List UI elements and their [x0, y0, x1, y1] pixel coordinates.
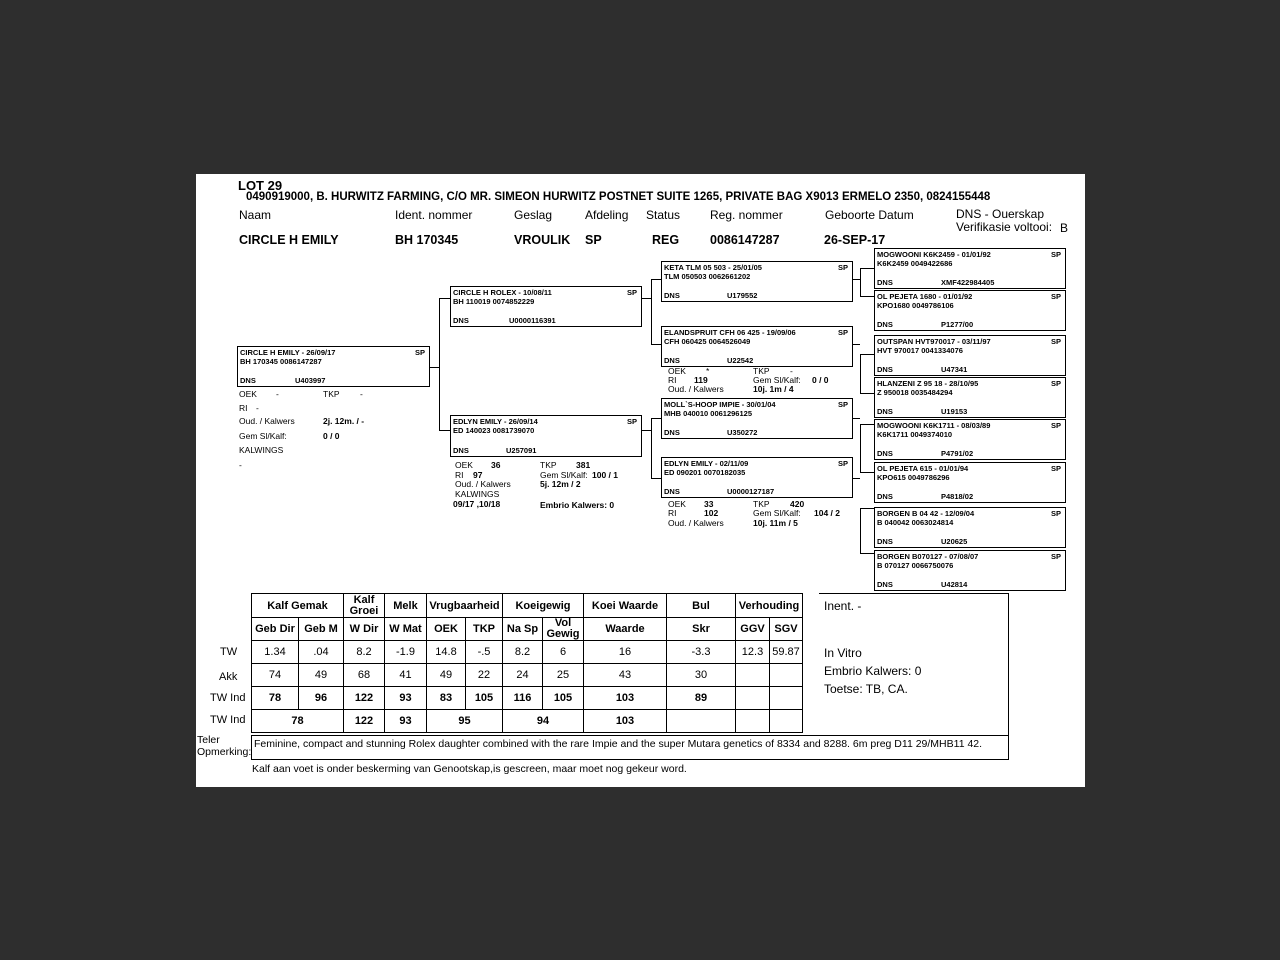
group-melk: Melk [385, 594, 427, 618]
twind-cell [770, 687, 803, 710]
akk-cell [770, 664, 803, 687]
pedigree-self [237, 346, 430, 387]
dam-embrio: Embrio Kalwers: 0 [540, 500, 615, 510]
connector [439, 298, 440, 430]
pedigree-gg-2 [874, 290, 1066, 331]
g1-sp: SP [1050, 250, 1061, 259]
g4-dns: DNS [877, 407, 893, 416]
sd-ri-label: RI [668, 375, 677, 385]
dam-tkp-label: TKP [540, 460, 557, 470]
tw-cell: .04 [299, 641, 344, 664]
twind-cell: 122 [344, 687, 385, 710]
self-kalwings-value: - [239, 460, 242, 470]
pedigree-gg-8 [874, 550, 1066, 591]
connector [651, 279, 652, 344]
self-tkp-label: TKP [323, 389, 340, 399]
dam-ri-label: RI [455, 470, 464, 480]
dam-oud-value: 5j. 12m / 2 [540, 479, 581, 489]
sd-sp: SP [837, 328, 848, 337]
g6-dns: DNS [877, 492, 893, 501]
header-geslag: Geslag [514, 208, 553, 222]
sd-id: CFH 060425 0064526049 [664, 337, 751, 346]
connector [860, 553, 874, 554]
g6-title: OL PEJETA 615 - 01/01/94 [877, 464, 969, 473]
dd-ri-label: RI [668, 508, 677, 518]
g7-id: B 040042 0063024814 [877, 518, 954, 527]
dd-gem-label: Gem Sl/Kalf: [753, 508, 801, 518]
animal-status: REG [652, 233, 680, 247]
twind2-cell-empty [667, 710, 736, 733]
tw-cell: 8.2 [344, 641, 385, 664]
dam-kalwings-label: KALWINGS [455, 489, 500, 499]
group-kalf-groei: Kalf Groei [344, 594, 385, 618]
opmerking-box [251, 735, 1009, 760]
sd-oud-label: Oud. / Kalwers [668, 384, 724, 394]
sire-dns-value: U0000116391 [509, 316, 556, 325]
tw-cell: 12.3 [736, 641, 770, 664]
header-reg: Reg. nommer [710, 208, 783, 222]
twind2-cell: 93 [385, 710, 427, 733]
sire-id: BH 110019 0074852229 [453, 297, 535, 306]
group-verhouding: Verhouding [736, 594, 803, 618]
row-label-tw-ind: TW Ind [210, 692, 246, 704]
dam-oek-label: OEK [455, 460, 473, 470]
sire-dns: DNS [453, 316, 469, 325]
row-tw-ind [252, 687, 803, 710]
lot-sheet [196, 174, 1085, 787]
twind-cell: 83 [427, 687, 466, 710]
ss-title: KETA TLM 05 503 - 25/01/05 [664, 263, 762, 272]
connector [852, 478, 860, 479]
col-vol-gewig: Vol Gewig [543, 618, 584, 641]
pedigree-gg-1 [874, 248, 1066, 289]
twind-cell: 78 [252, 687, 299, 710]
sd-gem-label: Gem Sl/Kalf: [753, 375, 801, 385]
group-bul: Bul [667, 594, 736, 618]
sd-gem-value: 0 / 0 [812, 375, 829, 385]
header-status: Status [646, 208, 681, 222]
breeder-line: 0490919000, B. HURWITZ FARMING, C/O MR. SIMEON HURWITZ POSTNET SUITE 1265, PRIVATE BAG X9013 ERMELO 2350, 0824155448 [246, 191, 991, 203]
animal-ident: BH 170345 [395, 233, 459, 247]
g5-dns-value: P4791/02 [941, 449, 974, 458]
connector [439, 298, 450, 299]
connector [429, 367, 439, 368]
col-sgv: SGV [770, 618, 803, 641]
col-ggv: GGV [736, 618, 770, 641]
connector [852, 279, 860, 280]
g4-title: HLANZENI Z 95 18 - 28/10/95 [877, 379, 979, 388]
dd-dns-value: U0000127187 [727, 487, 775, 496]
g2-dns: DNS [877, 320, 893, 329]
group-koei-waarde: Koei Waarde [584, 594, 667, 618]
twind-cell: 116 [503, 687, 543, 710]
twind2-cell-empty [736, 710, 770, 733]
header-ident: Ident. nommer [395, 208, 473, 222]
pedigree-gg-5 [874, 419, 1066, 460]
connector [860, 424, 861, 472]
twind-cell: 105 [543, 687, 584, 710]
header-geboorte: Geboorte Datum [825, 208, 914, 222]
row-tw-ind-combined [252, 710, 803, 733]
connector [860, 354, 874, 355]
twind-cell: 103 [584, 687, 667, 710]
pedigree-sire-sire [661, 261, 853, 302]
pedigree-gg-6 [874, 462, 1066, 503]
pedigree-gg-3 [874, 335, 1066, 376]
sd-ri-value: 119 [694, 375, 708, 385]
col-w-dir: W Dir [344, 618, 385, 641]
g5-sp: SP [1050, 421, 1061, 430]
col-tkp: TKP [466, 618, 503, 641]
ss-id: TLM 050503 0062661202 [664, 272, 751, 281]
self-tkp-value: - [360, 389, 363, 399]
dd-oud-value: 10j. 11m / 5 [753, 518, 798, 528]
dam-dns: DNS [453, 446, 469, 455]
tw-cell: -1.9 [385, 641, 427, 664]
self-id: BH 170345 0086147287 [240, 357, 322, 366]
g4-id: Z 950018 0035484294 [877, 388, 953, 397]
g2-sp: SP [1050, 292, 1061, 301]
tw-cell: -3.3 [667, 641, 736, 664]
footer-note: Kalf aan voet is onder beskerming van Genootskap,is gescreen, maar moet nog gekeur word. [252, 763, 687, 775]
tw-cell: 14.8 [427, 641, 466, 664]
self-gem-value: 0 / 0 [323, 431, 340, 441]
twind2-cell: 103 [584, 710, 667, 733]
ds-id: MHB 040010 0061296125 [664, 409, 752, 418]
ds-dns-value: U350272 [727, 428, 758, 437]
group-kalf-gemak: Kalf Gemak [252, 594, 344, 618]
connector [651, 418, 652, 478]
g5-id: K6K1711 0049374010 [877, 430, 953, 439]
ds-dns: DNS [664, 428, 680, 437]
g2-dns-value: P1277/00 [941, 320, 974, 329]
animal-geslag: VROULIK [514, 233, 571, 247]
dam-title: EDLYN EMILY - 26/09/14 [453, 417, 538, 426]
twind2-cell: 95 [427, 710, 503, 733]
twind2-cell: 78 [252, 710, 344, 733]
akk-cell: 22 [466, 664, 503, 687]
tw-cell: 8.2 [503, 641, 543, 664]
akk-cell: 25 [543, 664, 584, 687]
row-akk [252, 664, 803, 687]
sd-oek-label: OEK [668, 366, 686, 376]
akk-cell [736, 664, 770, 687]
verifikasie-value: B [1060, 221, 1069, 235]
g1-title: MOGWOONI K6K2459 - 01/01/92 [877, 250, 991, 259]
connector [852, 344, 860, 345]
sire-title: CIRCLE H ROLEX - 10/08/11 [453, 288, 552, 297]
self-sp: SP [414, 348, 425, 357]
tw-cell: 1.34 [252, 641, 299, 664]
g7-sp: SP [1050, 509, 1061, 518]
g6-id: KPO615 0049786296 [877, 473, 950, 482]
tw-cell: -.5 [466, 641, 503, 664]
dam-dns-value: U257091 [506, 446, 537, 455]
group-vrugbaarheid: Vrugbaarheid [427, 594, 503, 618]
connector [860, 268, 861, 296]
self-ri-value: - [256, 403, 259, 413]
dd-ri-value: 102 [704, 508, 719, 518]
connector [852, 418, 860, 419]
connector [860, 424, 874, 425]
tw-cell: 6 [543, 641, 584, 664]
col-geb-m: Geb M [299, 618, 344, 641]
self-oud-label: Oud. / Kalwers [239, 416, 295, 426]
g1-id: K6K2459 0049422686 [877, 259, 953, 268]
dam-id: ED 140023 0081739070 [453, 426, 535, 435]
pedigree-dam-sire [661, 398, 853, 439]
twind-cell [736, 687, 770, 710]
g7-title: BORGEN B 04 42 - 12/09/04 [877, 509, 975, 518]
self-oud-value: 2j. 12m. / - [323, 416, 365, 426]
g1-dns: DNS [877, 278, 893, 287]
akk-cell: 68 [344, 664, 385, 687]
dam-tkp-value: 381 [576, 460, 591, 470]
g5-dns: DNS [877, 449, 893, 458]
g8-dns: DNS [877, 580, 893, 589]
twind-cell: 105 [466, 687, 503, 710]
g3-dns-value: U47341 [941, 365, 968, 374]
g7-dns-value: U20625 [941, 537, 968, 546]
akk-cell: 49 [427, 664, 466, 687]
connector [439, 430, 450, 431]
connector [641, 298, 651, 299]
ss-sp: SP [837, 263, 848, 272]
dd-dns: DNS [664, 487, 680, 496]
dd-id: ED 090201 0070182035 [664, 468, 746, 477]
col-waarde: Waarde [584, 618, 667, 641]
dam-gem-label: Gem Sl/Kalf: [540, 470, 588, 480]
dd-tkp-label: TKP [753, 499, 770, 509]
sd-oud-value: 10j. 1m / 4 [753, 384, 794, 394]
header-afdeling: Afdeling [585, 208, 629, 222]
pedigree-dam-dam [661, 457, 853, 498]
dd-oek-label: OEK [668, 499, 686, 509]
dam-kalwings-value: 09/17 ,10/18 [453, 499, 501, 509]
sd-dns-value: U22542 [727, 356, 754, 365]
sd-dns: DNS [664, 356, 680, 365]
g5-title: MOGWOONI K6K1711 - 08/03/89 [877, 421, 991, 430]
connector [651, 418, 661, 419]
self-dns-value: U403997 [295, 376, 326, 385]
embrio-kalwers: Embrio Kalwers: 0 [824, 664, 922, 678]
dd-oek-value: 33 [704, 499, 714, 509]
sd-tkp-value: - [790, 366, 793, 376]
lot-number: LOT 29 [238, 178, 283, 193]
dam-sp: SP [626, 417, 637, 426]
connector [860, 268, 874, 269]
opmerking-text: Feminine, compact and stunning Rolex daughter combined with the rare Impie and the super Mutara genetics of 8334 and 8288. 6m preg D11 29/MHB11 42. [254, 738, 983, 750]
row-tw [252, 641, 803, 664]
self-title: CIRCLE H EMILY - 26/09/17 [240, 348, 336, 357]
connector [860, 393, 874, 394]
header-naam: Naam [239, 208, 272, 222]
row-label-akk: Akk [219, 671, 238, 683]
connector [860, 472, 874, 473]
animal-naam: CIRCLE H EMILY [239, 233, 339, 247]
self-dns: DNS [240, 376, 256, 385]
dd-gem-value: 104 / 2 [814, 508, 840, 518]
dd-tkp-value: 420 [790, 499, 805, 509]
sd-oek-value: * [706, 366, 710, 376]
self-oek-label: OEK [239, 389, 257, 399]
g2-id: KPO1680 0049786106 [877, 301, 954, 310]
g7-dns: DNS [877, 537, 893, 546]
dam-ri-value: 97 [473, 470, 483, 480]
performance-table [251, 593, 803, 733]
twind-cell: 93 [385, 687, 427, 710]
connector [651, 279, 661, 280]
dam-oud-label: Oud. / Kalwers [455, 479, 511, 489]
inent: Inent. - [824, 599, 862, 613]
dd-title: EDLYN EMILY - 02/11/09 [664, 459, 749, 468]
col-oek: OEK [427, 618, 466, 641]
ds-title: MOLL`S-HOOP IMPIE - 30/01/04 [664, 400, 776, 409]
g3-id: HVT 970017 0041334076 [877, 346, 963, 355]
tw-cell: 16 [584, 641, 667, 664]
connector [641, 430, 651, 431]
side-panel [819, 593, 1009, 736]
animal-afdeling: SP [585, 233, 602, 247]
sd-tkp-label: TKP [753, 366, 770, 376]
self-oek-value: - [276, 389, 279, 399]
connector [651, 344, 661, 345]
toetse: Toetse: TB, CA. [824, 682, 908, 696]
g8-id: B 070127 0066750076 [877, 561, 954, 570]
header-dns: DNS - Ouerskap [956, 207, 1045, 221]
g3-title: OUTSPAN HVT970017 - 03/11/97 [877, 337, 991, 346]
g3-dns: DNS [877, 365, 893, 374]
g4-sp: SP [1050, 379, 1061, 388]
g2-title: OL PEJETA 1680 - 01/01/92 [877, 292, 973, 301]
twind-cell: 96 [299, 687, 344, 710]
connector [860, 296, 874, 297]
pedigree-sire-dam [661, 326, 853, 367]
animal-geboorte: 26-SEP-17 [824, 233, 886, 247]
group-koeigewig: Koeigewig [503, 594, 584, 618]
row-label-tw-ind-2: TW Ind [210, 714, 246, 726]
sd-title: ELANDSPRUIT CFH 06 425 - 19/09/06 [664, 328, 796, 337]
header-verifikasie: Verifikasie voltooi: [956, 220, 1053, 234]
pedigree-sire [450, 286, 642, 327]
self-kalwings-label: KALWINGS [239, 445, 284, 455]
dd-sp: SP [837, 459, 848, 468]
in-vitro: In Vitro [824, 646, 862, 660]
g3-sp: SP [1050, 337, 1061, 346]
ss-dns: DNS [664, 291, 680, 300]
twind2-cell-empty [770, 710, 803, 733]
animal-reg: 0086147287 [710, 233, 780, 247]
connector [860, 354, 861, 393]
ss-dns-value: U179552 [727, 291, 758, 300]
pedigree-gg-4 [874, 377, 1066, 418]
akk-cell: 49 [299, 664, 344, 687]
akk-cell: 74 [252, 664, 299, 687]
akk-cell: 41 [385, 664, 427, 687]
row-label-tw: TW [220, 646, 238, 658]
col-w-mat: W Mat [385, 618, 427, 641]
twind2-cell: 94 [503, 710, 584, 733]
g8-sp: SP [1050, 552, 1061, 561]
sire-sp: SP [626, 288, 637, 297]
tw-cell: 59.87 [770, 641, 803, 664]
twind-cell: 89 [667, 687, 736, 710]
dd-oud-label: Oud. / Kalwers [668, 518, 724, 528]
twind2-cell: 122 [344, 710, 385, 733]
g1-dns-value: XMF422984405 [941, 278, 995, 287]
opmerking-label: Opmerking: [197, 746, 252, 758]
self-gem-label: Gem Sl/Kalf: [239, 431, 287, 441]
g6-sp: SP [1050, 464, 1061, 473]
col-geb-dir: Geb Dir [252, 618, 299, 641]
g4-dns-value: U19153 [941, 407, 968, 416]
self-ri-label: RI [239, 403, 248, 413]
teler-label: Teler [197, 734, 220, 746]
pedigree-dam [450, 415, 642, 457]
g8-dns-value: U42814 [941, 580, 968, 589]
col-na-sp: Na Sp [503, 618, 543, 641]
akk-cell: 24 [503, 664, 543, 687]
pedigree-gg-7 [874, 507, 1066, 548]
connector [860, 508, 874, 509]
connector [860, 508, 861, 553]
connector [651, 478, 661, 479]
akk-cell: 43 [584, 664, 667, 687]
akk-cell: 30 [667, 664, 736, 687]
dam-oek-value: 36 [491, 460, 501, 470]
dam-gem-value: 100 / 1 [592, 470, 618, 480]
g6-dns-value: P4818/02 [941, 492, 974, 501]
col-skr: Skr [667, 618, 736, 641]
ds-sp: SP [837, 400, 848, 409]
g8-title: BORGEN B070127 - 07/08/07 [877, 552, 979, 561]
